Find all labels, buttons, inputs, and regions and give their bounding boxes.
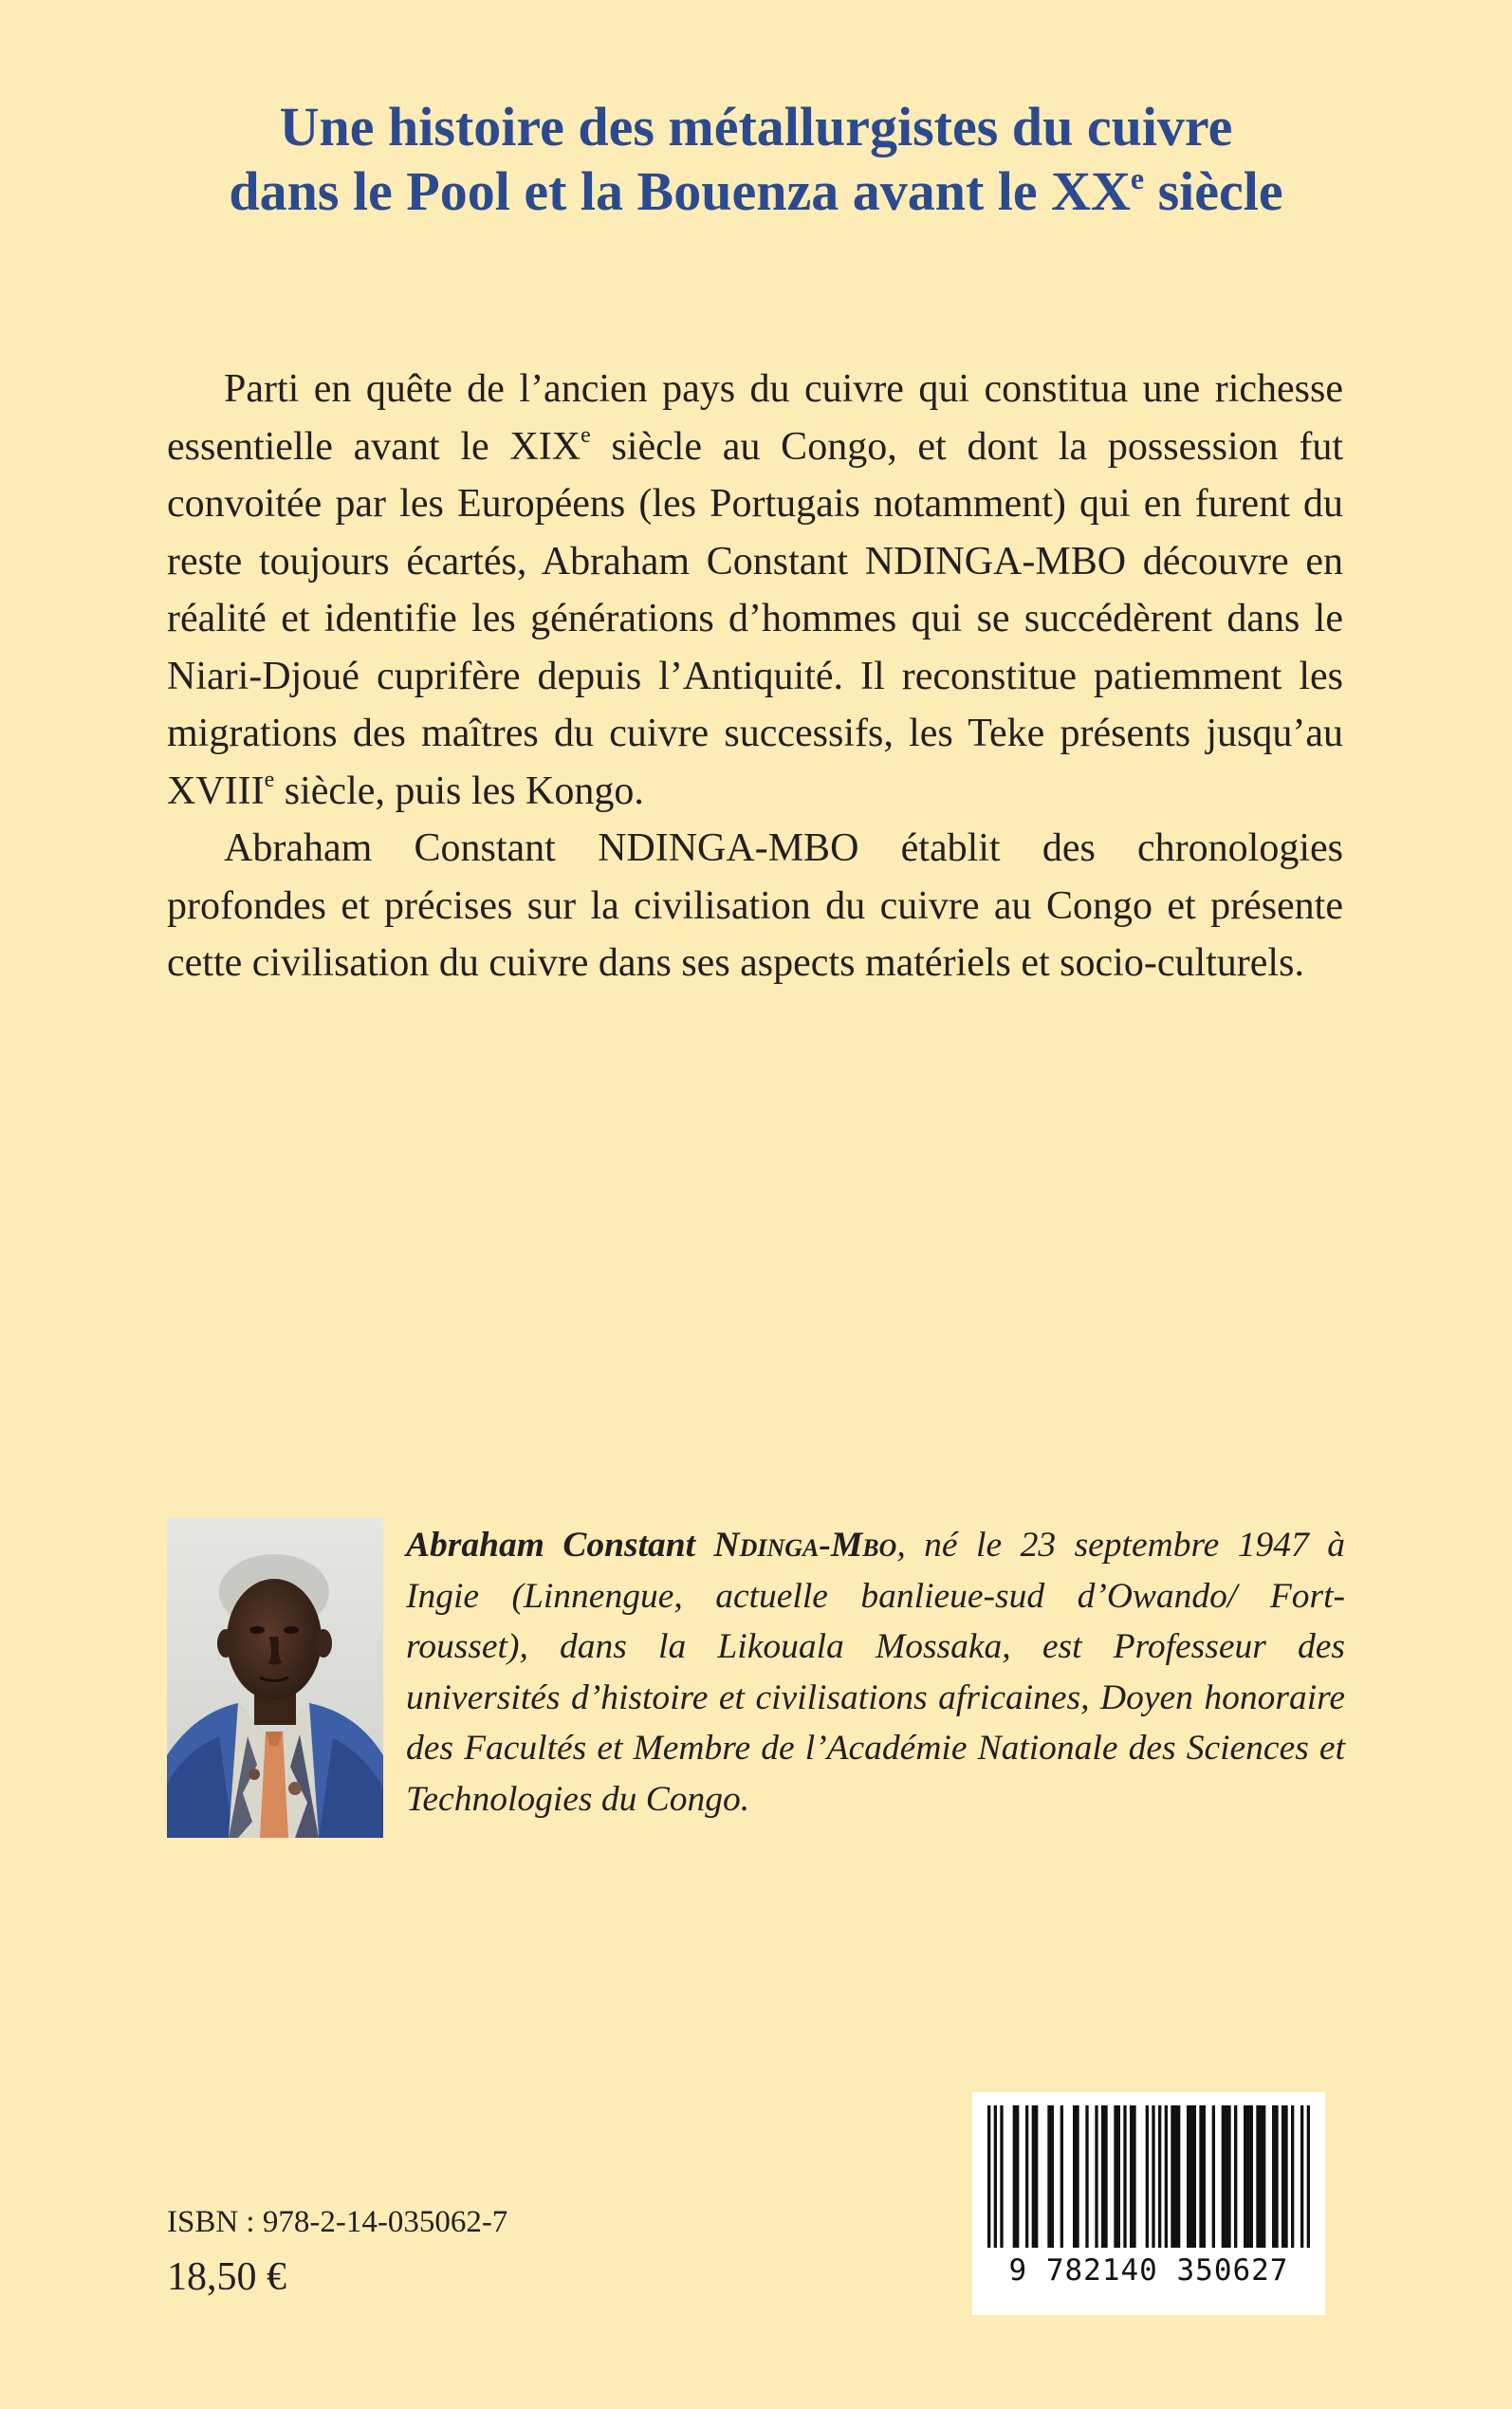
barcode-bar	[1101, 2105, 1108, 2248]
barcode-bar	[1234, 2105, 1237, 2248]
summary-superscript-1: e	[581, 422, 591, 448]
barcode-bar	[1165, 2105, 1168, 2248]
barcode-bar	[1282, 2105, 1288, 2248]
barcode-bar	[1025, 2105, 1028, 2248]
barcode-bar	[1222, 2105, 1231, 2248]
summary-text-c: siècle, puis les Kongo.	[274, 769, 644, 813]
barcode-bar	[1013, 2105, 1020, 2248]
barcode-bar	[1152, 2105, 1154, 2248]
author-bio-text: , né le 23 septembre 1947 à Ingie (Linnengue, actuelle banlieue-sud d’Owando/ Fort-rousset), dans la Likouala Mossaka, est Professeur des universités d’histoire et civilisations africaines, Doyen honoraire des Facultés et Membre de l’Académie Nationale des Sciences et Technologies du Congo.	[406, 1526, 1345, 1819]
barcode-bar	[1032, 2105, 1039, 2248]
barcode	[972, 2092, 1325, 2315]
author-biography	[406, 1520, 1345, 1825]
barcode-bar	[1073, 2105, 1079, 2248]
barcode-bar	[1047, 2105, 1054, 2248]
summary-paragraph-1	[167, 361, 1343, 820]
barcode-bar	[1187, 2105, 1196, 2248]
barcode-bar	[1146, 2105, 1149, 2248]
summary-paragraph-2: Abraham Constant NDINGA-MBO établit des chronologies profondes et précises sur la civilisation du cuivre au Congo et présente cette civilisation du cuivre dans ses aspects matériels et socio-culturels.	[167, 826, 1343, 985]
book-title	[0, 95, 1512, 224]
title-superscript: e	[1130, 161, 1145, 195]
book-summary	[167, 361, 1343, 992]
summary-superscript-2: e	[264, 767, 275, 792]
barcode-bar	[1212, 2105, 1215, 2248]
author-name	[406, 1526, 896, 1565]
summary-text-b: siècle au Congo, et dont la possession fut convoitée par les Européens (les Portugais notamment) qui en furent du reste toujours écartés, Abraham Constant NDINGA-MBO découvre en réalité et identifie les générations d’hommes qui se succédèrent dans le Niari-Djoué cuprifère depuis l’Antiquité. Il reconstitue patiemment les migrations des maîtres du cuivre successifs, les Teke présents jusqu’au XVIII	[167, 424, 1344, 813]
barcode-bar	[1130, 2105, 1136, 2248]
barcode-bar	[1171, 2105, 1180, 2248]
barcode-bar	[987, 2105, 990, 2248]
barcode-bar	[1060, 2105, 1063, 2248]
barcode-bar	[1000, 2105, 1003, 2248]
barcode-bar	[1307, 2105, 1310, 2248]
author-surname: Ndinga-Mbo	[713, 1526, 897, 1565]
barcode-bar	[1199, 2105, 1206, 2248]
barcode-bar	[994, 2105, 997, 2248]
isbn: ISBN : 978-2-14-035062-7	[167, 2205, 508, 2239]
barcode-digits: 9 782140 350627	[1008, 2253, 1289, 2288]
barcode-bar	[1300, 2105, 1303, 2248]
barcode-bar	[1085, 2105, 1088, 2248]
barcode-bar	[1256, 2105, 1265, 2248]
title-line-2-text: dans le Pool et la Bouenza avant le XX	[229, 160, 1131, 222]
author-photo	[167, 1518, 383, 1838]
title-line-2	[229, 160, 1282, 222]
barcode-bar	[1272, 2105, 1279, 2248]
summary-text-a: Parti en quête de l’ancien pays du cuivre qui constitua une richesse essentielle avant le XIX	[167, 367, 1343, 469]
barcode-bar	[1114, 2105, 1120, 2248]
barcode-bar	[1095, 2105, 1097, 2248]
author-first-names: Abraham Constant	[406, 1526, 714, 1565]
title-line-1: Une histoire des métallurgistes du cuivre	[279, 96, 1233, 158]
barcode-bar	[1158, 2105, 1161, 2248]
barcode-bar	[1244, 2105, 1253, 2248]
barcode-bar	[1123, 2105, 1126, 2248]
barcode-bar	[1291, 2105, 1294, 2248]
barcode-bars	[972, 2092, 1325, 2253]
title-line-2-end: siècle	[1144, 160, 1283, 222]
price: 18,50 €	[167, 2255, 286, 2299]
